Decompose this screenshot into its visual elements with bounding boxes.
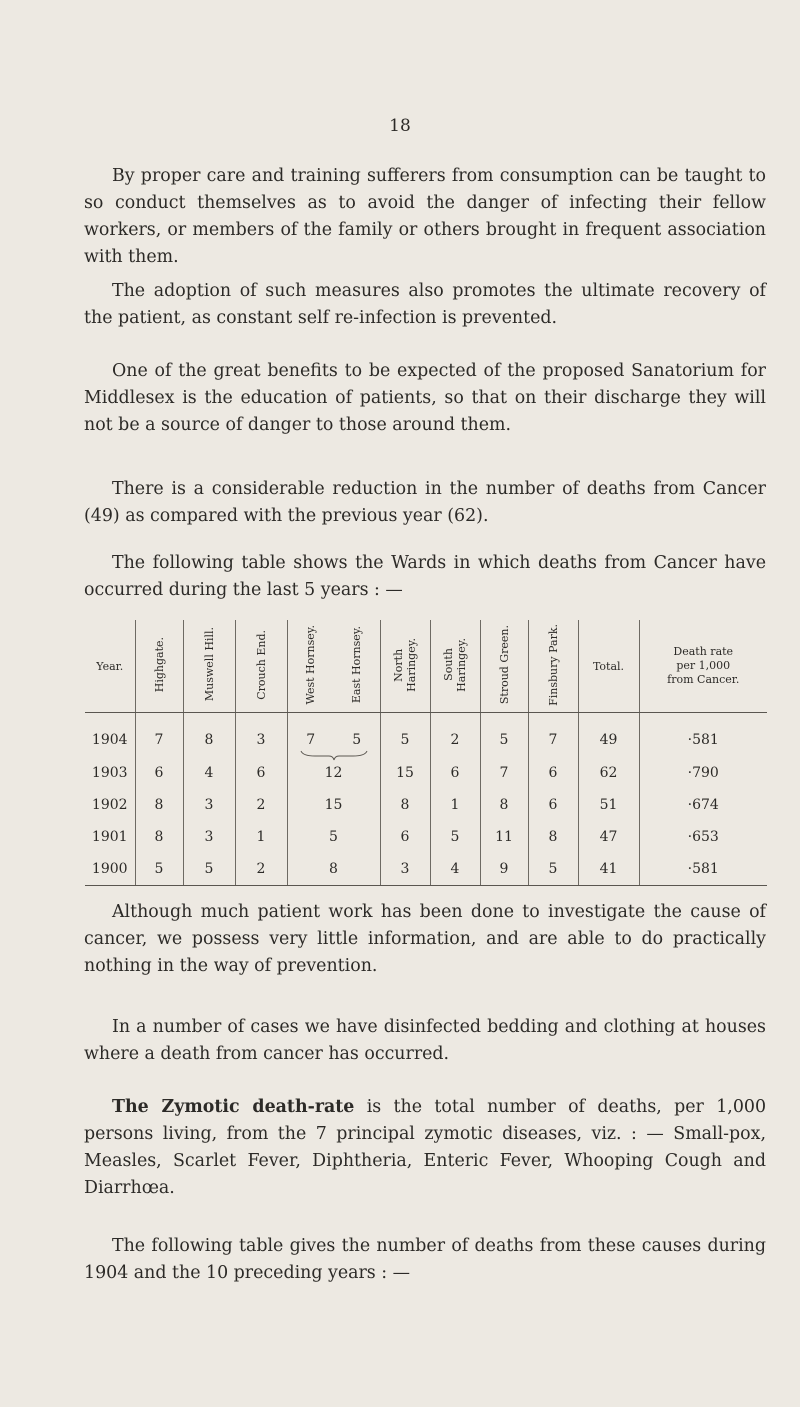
cell-stroud-green: 8 — [480, 789, 528, 821]
cell-south-haringey: 1 — [430, 789, 480, 821]
cell-north-haringey: 3 — [380, 853, 430, 886]
header-year: Year. — [85, 620, 135, 713]
header-stroud-green: Stroud Green. — [480, 620, 528, 713]
header-north-haringey: North Haringey. — [380, 620, 430, 713]
header-south-haringey: South Haringey. — [430, 620, 480, 713]
cell-crouch-end: 2 — [235, 789, 287, 821]
header-total: Total. — [578, 620, 639, 713]
cell-highgate: 8 — [135, 789, 183, 821]
cell-stroud-green: 5 — [480, 713, 528, 758]
cell-east-hornsey: 5 — [352, 732, 362, 748]
cell-south-haringey: 4 — [430, 853, 480, 886]
header-finsbury-park: Finsbury Park. — [528, 620, 578, 713]
cell-muswell-hill: 3 — [183, 821, 235, 853]
cell-death-rate: ·581 — [639, 853, 767, 886]
paragraph-recovery: The adoption of such measures also promotes the ultimate recovery of the patient, as constant self re-infection is prevented. — [84, 281, 766, 328]
paragraph-sanatorium: One of the great benefits to be expected of the proposed Sanatorium for Middlesex is the education of patients, so that on their discharge they will not be a source of danger to those around them. — [84, 361, 766, 435]
cell-year: 1904 — [91, 732, 128, 748]
table-row — [85, 713, 767, 758]
page-number: 18 — [389, 116, 411, 136]
cell-stroud-green: 9 — [480, 853, 528, 886]
header-muswell-hill: Muswell Hill. — [183, 620, 235, 713]
cell-total: 51 — [578, 789, 639, 821]
cell-crouch-end: 2 — [235, 853, 287, 886]
cell-hornsey-combined: 15 — [287, 789, 380, 821]
cell-highgate: 5 — [135, 853, 183, 886]
cell-stroud-green: 7 — [480, 757, 528, 789]
cell-total: 62 — [578, 757, 639, 789]
cell-hornsey-combined: 12 — [287, 757, 380, 789]
cell-highgate: 7 — [135, 713, 183, 758]
cell-finsbury-park: 6 — [528, 789, 578, 821]
cell-muswell-hill: 5 — [183, 853, 235, 886]
cell-death-rate: ·790 — [639, 757, 767, 789]
header-east-hornsey: East Hornsey. — [334, 620, 380, 713]
header-death-rate: Death rate per 1,000 from Cancer. — [639, 620, 767, 713]
cell-year: 1902 — [91, 797, 128, 813]
cell-finsbury-park: 7 — [528, 713, 578, 758]
cell-hornsey-combined: 5 — [287, 821, 380, 853]
cell-total: 41 — [578, 853, 639, 886]
paragraph-consumption-training: By proper care and training sufferers from consumption can be taught to so conduct themselves as to avoid the danger of infecting their fellow workers, or members of the family or others brought in frequent association with them. — [84, 166, 766, 267]
table-row — [85, 757, 767, 789]
table-row — [85, 821, 767, 853]
cell-south-haringey: 2 — [430, 713, 480, 758]
cell-death-rate: ·581 — [639, 713, 767, 758]
table-row — [85, 789, 767, 821]
cell-crouch-end: 6 — [235, 757, 287, 789]
paragraph-table-intro: The following table shows the Wards in which deaths from Cancer have occurred during the last 5 years : — — [84, 553, 766, 600]
cell-year: 1900 — [85, 853, 135, 886]
cell-south-haringey: 6 — [430, 757, 480, 789]
paragraph-zymotic-definition: The Zymotic death-rate is the total number of deaths, per 1,000 persons living, from the 7 principal zymotic diseases, viz. : — Small-pox, Measles, Scarlet Fever, Diphtheria, Enteric Fever, Whooping Cough and Diarrhœa. — [84, 1097, 767, 1198]
paragraph-disinfection: In a number of cases we have disinfected bedding and clothing at houses where a death from cancer has occurred. — [84, 1017, 766, 1064]
cell-finsbury-park: 5 — [528, 853, 578, 886]
table-header-row — [85, 620, 767, 713]
paragraph-cancer-reduction: There is a considerable reduction in the number of deaths from Cancer (49) as compared with the previous year (62). — [84, 479, 766, 526]
cell-death-rate: ·653 — [639, 821, 767, 853]
paragraph-cancer-cause: Although much patient work has been done to investigate the cause of cancer, we possess very little information, and are able to do practically nothing in the way of prevention. — [84, 902, 766, 976]
zymotic-heading: The Zymotic death-rate — [112, 1097, 355, 1117]
cell-north-haringey: 6 — [380, 821, 430, 853]
header-highgate: Highgate. — [135, 620, 183, 713]
cell-finsbury-park: 6 — [528, 757, 578, 789]
cell-muswell-hill: 8 — [183, 713, 235, 758]
cell-finsbury-park: 8 — [528, 821, 578, 853]
cell-death-rate: ·674 — [639, 789, 767, 821]
cell-highgate: 8 — [135, 821, 183, 853]
cell-year: 1901 — [91, 829, 128, 845]
cell-west-hornsey: 7 — [287, 713, 334, 758]
cell-crouch-end: 1 — [235, 821, 287, 853]
cell-muswell-hill: 4 — [183, 757, 235, 789]
cell-total: 47 — [578, 821, 639, 853]
cell-stroud-green: 11 — [480, 821, 528, 853]
cell-north-haringey: 8 — [380, 789, 430, 821]
header-west-hornsey: West Hornsey. — [287, 620, 334, 713]
cell-highgate: 6 — [135, 757, 183, 789]
brace-icon — [299, 749, 369, 761]
cell-south-haringey: 5 — [430, 821, 480, 853]
cancer-deaths-table — [85, 620, 767, 886]
table-row — [85, 853, 767, 886]
cell-north-haringey: 15 — [380, 757, 430, 789]
header-crouch-end: Crouch End. — [235, 620, 287, 713]
paragraph-zymotic-table-intro: The following table gives the number of deaths from these causes during 1904 and the 10 preceding years : — — [84, 1236, 766, 1283]
cell-hornsey-combined: 8 — [287, 853, 380, 886]
cell-total: 49 — [578, 713, 639, 758]
cell-north-haringey: 5 — [380, 713, 430, 758]
cell-muswell-hill: 3 — [183, 789, 235, 821]
cell-crouch-end: 3 — [235, 713, 287, 758]
cell-year: 1903 — [91, 765, 128, 781]
